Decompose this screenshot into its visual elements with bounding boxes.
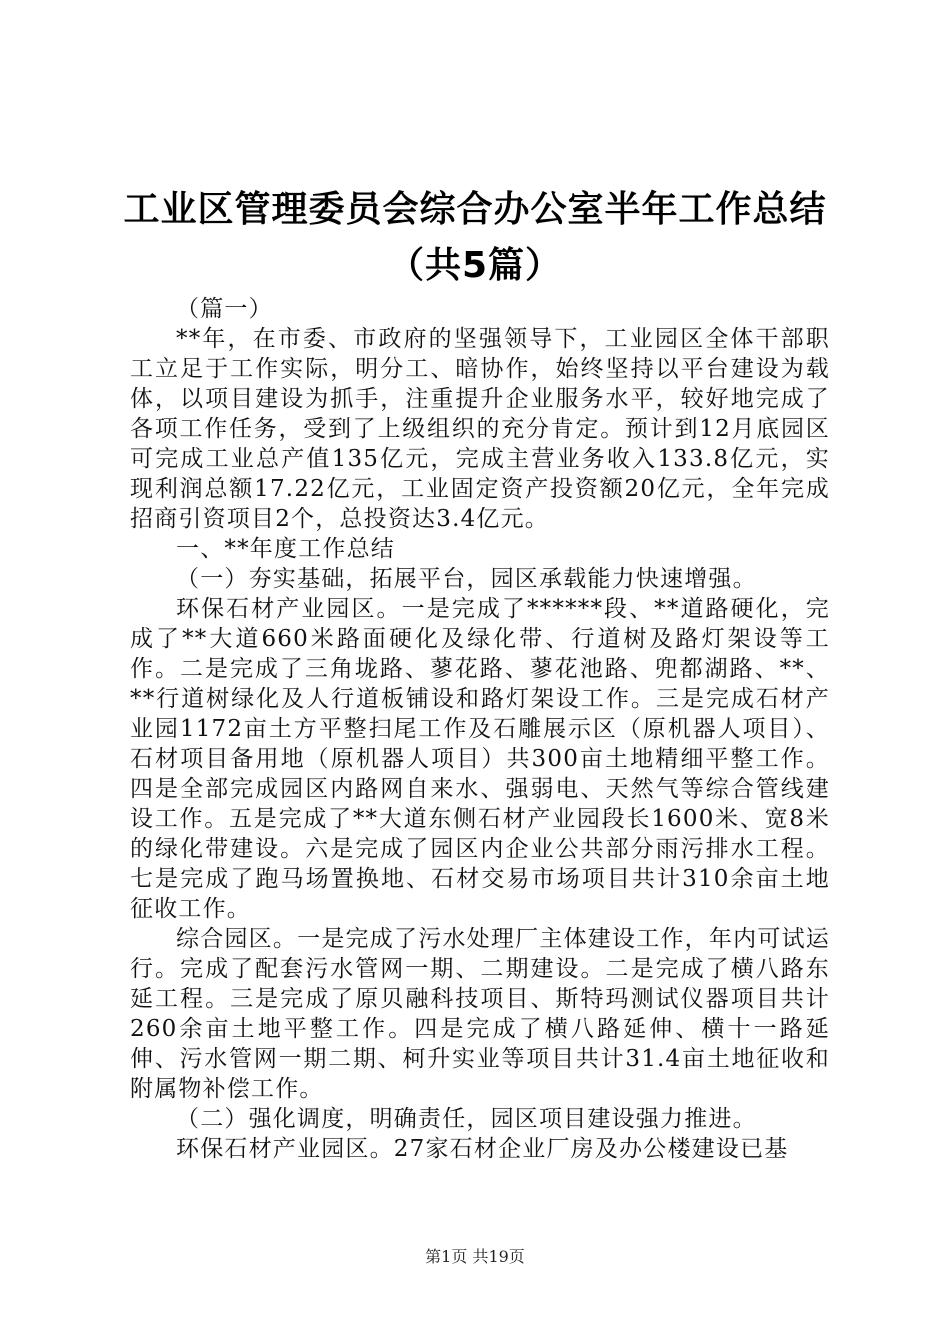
- document-subtitle: （共5篇）: [387, 245, 563, 286]
- paragraph: **年，在市委、市政府的坚强领导下，工业园区全体干部职工立足于工作实际，明分工、暗协作，始终坚持以平台建设为载体，以项目建设为抓手，注重提升企业服务水平，较好地完成了各项工作任务，受到了上级组织的充分肯定。预计到12月底园区可完成工业总产值135亿元，完成主营业务收入133.8亿元，实现利润总额17.22亿元，工业固定资产投资额20亿元，全年完成招商引资项目2个，总投资达3.4亿元。: [130, 326, 830, 532]
- document-title: 工业区管理委员会综合办公室半年工作总结: [123, 189, 827, 230]
- document-body: [130, 294, 830, 1164]
- subsection-heading: （一）夯实基础，拓展平台，园区承载能力快速增强。: [176, 566, 757, 592]
- page-footer: 第1页 共19页: [425, 1247, 525, 1266]
- paragraph: 综合园区。一是完成了污水处理厂主体建设工作，年内可试运行。完成了配套污水管网一期、二期建设。二是完成了横八路东延工程。三是完成了原贝融科技项目、斯特玛测试仪器项目共计260余亩土地平整工作。四是完成了横八路延伸、横十一路延伸、污水管网一期二期、柯升实业等项目共计31.4亩土地征收和附属物补偿工作。: [130, 926, 830, 1102]
- paragraph: 环保石材产业园区。27家石材企业厂房及办公楼建设已基: [176, 1136, 789, 1162]
- paragraph: 环保石材产业园区。一是完成了******段、**道路硬化，完成了**大道660米路面硬化及绿化带、行道树及路灯架设等工作。二是完成了三角垅路、蓼花路、蓼花池路、兜都湖路、**、**行道树绿化及人行道板铺设和路灯架设工作。三是完成石材产业园1172亩土方平整扫尾工作及石雕展示区（原机器人项目）、石材项目备用地（原机器人项目）共300亩土地精细平整工作。四是全部完成园区内路网自来水、强弱电、天然气等综合管线建设工作。五是完成了**大道东侧石材产业园段长1600米、宽8米的绿化带建设。六是完成了园区内企业公共部分雨污排水工程。七是完成了跑马场置换地、石材交易市场项目共计310余亩土地征收工作。: [130, 596, 830, 922]
- section-heading: 一、**年度工作总结: [176, 536, 395, 562]
- section-label: （篇一）: [176, 296, 273, 322]
- subsection-heading: （二）强化调度，明确责任，园区项目建设强力推进。: [176, 1106, 757, 1132]
